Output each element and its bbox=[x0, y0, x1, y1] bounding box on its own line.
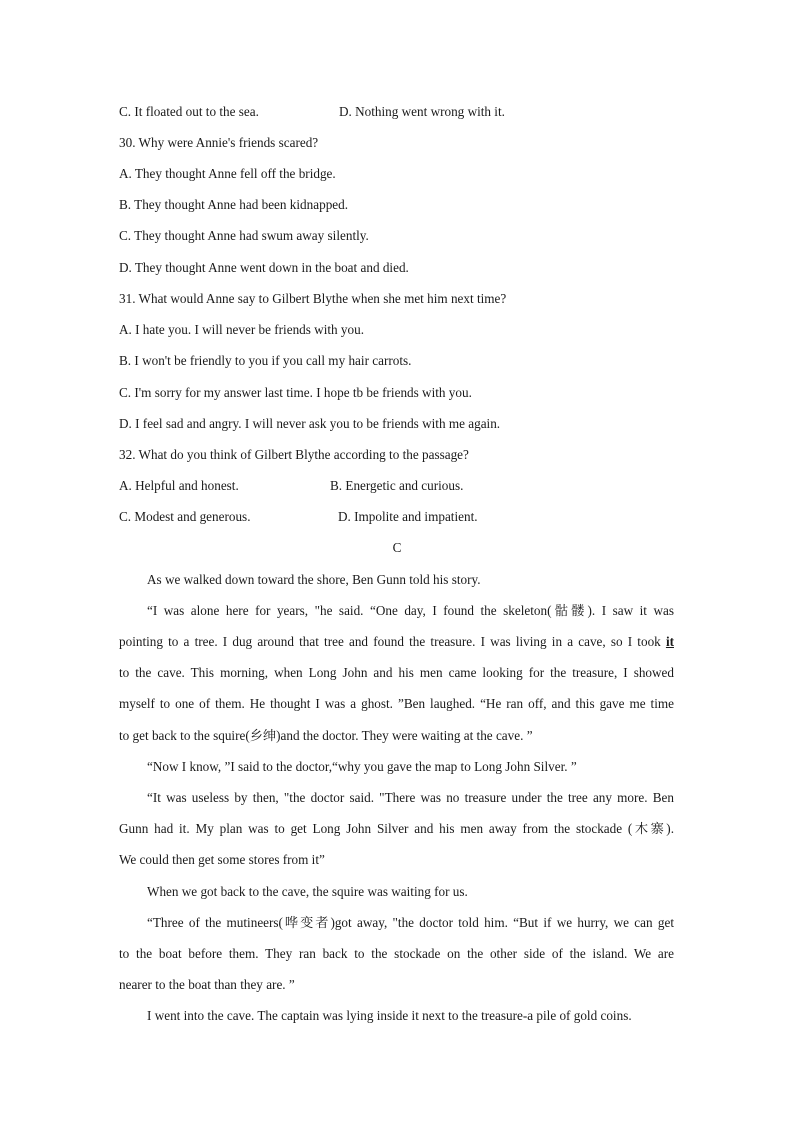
passage-p2-line2-text: pointing to a tree. I dug around that tree and found the treasure. I was living in a cave, so I took bbox=[119, 634, 661, 649]
section-c-heading: C bbox=[392, 540, 402, 555]
underlined-word-it: it bbox=[665, 634, 674, 649]
passage-p2-line4: myself to one of them. He thought I was a ghost. ”Ben laughed. “He ran off, and this gave me time bbox=[119, 696, 674, 711]
q32-option-b: B. Energetic and curious. bbox=[330, 478, 464, 493]
passage-p2-line5: to get back to the squire(乡绅)and the doctor. They were waiting at the cave. ” bbox=[119, 728, 533, 743]
q32-option-a: A. Helpful and honest. bbox=[119, 478, 239, 493]
q30-option-a: A. They thought Anne fell off the bridge. bbox=[119, 166, 336, 181]
q29-option-c: C. It floated out to the sea. bbox=[119, 104, 259, 119]
q31-option-a: A. I hate you. I will never be friends with you. bbox=[119, 322, 365, 337]
q30-option-b: B. They thought Anne had been kidnapped. bbox=[119, 197, 349, 212]
q32-option-d: D. Impolite and impatient. bbox=[338, 509, 478, 524]
passage-p4-line3: We could then get some stores from it” bbox=[119, 852, 325, 867]
q31-question: 31. What would Anne say to Gilbert Blythe when she met him next time? bbox=[119, 291, 507, 306]
q31-option-c: C. I'm sorry for my answer last time. I hope tb be friends with you. bbox=[119, 385, 472, 400]
passage-p2-line1: “I was alone here for years, "he said. “One day, I found the skeleton(骷髅). I saw it was bbox=[147, 603, 674, 618]
q30-option-c: C. They thought Anne had swum away silently. bbox=[119, 228, 369, 243]
passage-p4-line1: “It was useless by then, "the doctor said. "There was no treasure under the tree any more. Ben bbox=[147, 790, 674, 805]
passage-paragraph-7: I went into the cave. The captain was lying inside it next to the treasure-a pile of gold coins. bbox=[147, 1008, 632, 1023]
passage-p6-line3: nearer to the boat than they are. ” bbox=[119, 977, 295, 992]
q32-option-c: C. Modest and generous. bbox=[119, 509, 251, 524]
q31-option-d: D. I feel sad and angry. I will never ask you to be friends with me again. bbox=[119, 416, 501, 431]
passage-p6-line2: to the boat before them. They ran back to the stockade on the other side of the island. We are bbox=[119, 946, 674, 961]
q29-option-d: D. Nothing went wrong with it. bbox=[339, 104, 505, 119]
q31-option-b: B. I won't be friendly to you if you call my hair carrots. bbox=[119, 353, 412, 368]
q32-question: 32. What do you think of Gilbert Blythe according to the passage? bbox=[119, 447, 469, 462]
passage-paragraph-5: When we got back to the cave, the squire was waiting for us. bbox=[147, 884, 468, 899]
q30-question: 30. Why were Annie's friends scared? bbox=[119, 135, 319, 150]
passage-paragraph-1: As we walked down toward the shore, Ben Gunn told his story. bbox=[147, 572, 481, 587]
passage-p2-line3: to the cave. This morning, when Long John and his men came looking for the treasure, I showed bbox=[119, 665, 674, 680]
passage-p2-line2 bbox=[119, 633, 674, 651]
passage-p6-line1: “Three of the mutineers(哗变者)got away, "the doctor told him. “But if we hurry, we can get bbox=[147, 915, 674, 930]
passage-paragraph-3: “Now I know, ”I said to the doctor,“why you gave the map to Long John Silver. ” bbox=[147, 759, 577, 774]
q30-option-d: D. They thought Anne went down in the boat and died. bbox=[119, 260, 409, 275]
passage-p4-line2: Gunn had it. My plan was to get Long John Silver and his men away from the stockade (木寨). bbox=[119, 821, 674, 836]
